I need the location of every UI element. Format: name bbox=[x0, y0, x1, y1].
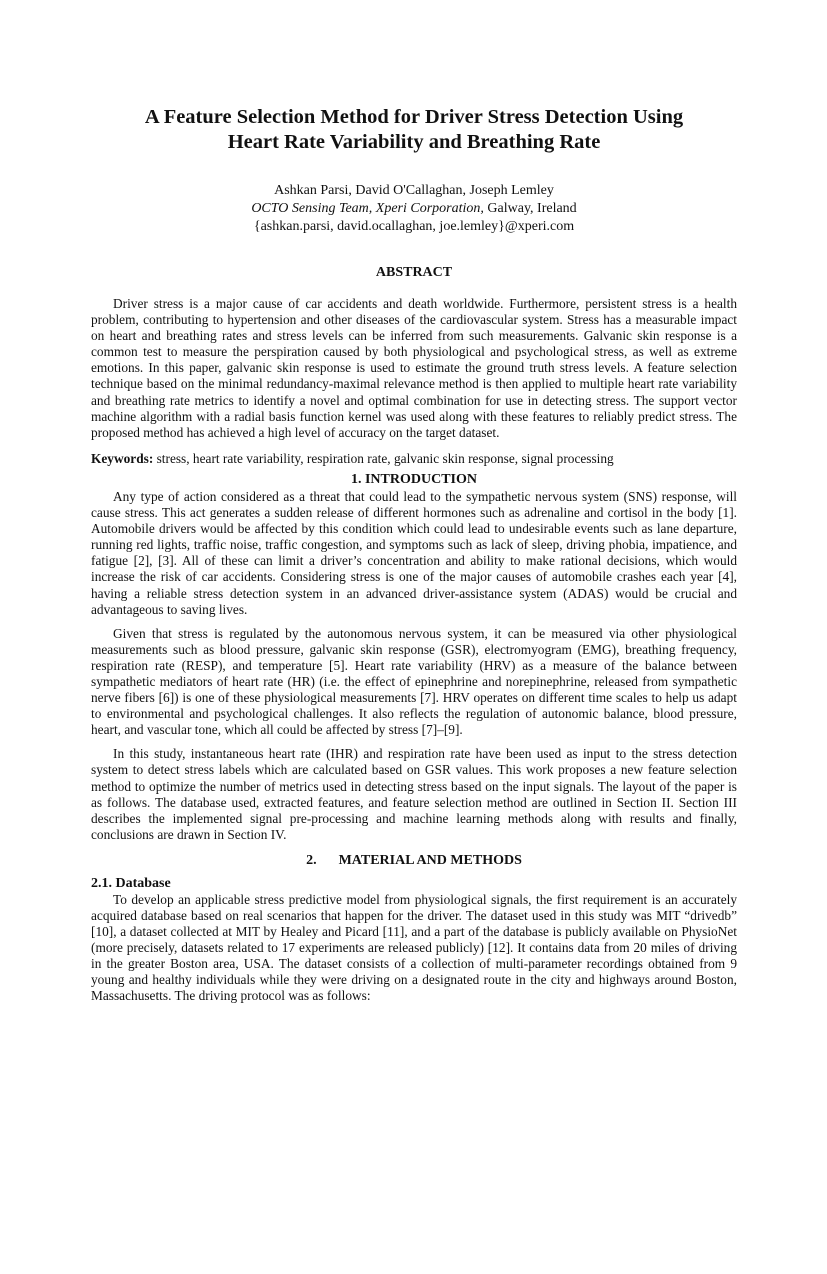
methods-title: MATERIAL AND METHODS bbox=[338, 852, 522, 868]
introduction-heading: 1. INTRODUCTION bbox=[350, 471, 477, 487]
paper-title bbox=[91, 105, 737, 155]
affiliation-team: OCTO Sensing Team, Xperi Corporation, bbox=[251, 201, 484, 216]
affiliation bbox=[91, 200, 737, 218]
author-names: Ashkan Parsi, David O'Callaghan, Joseph Lemley bbox=[274, 183, 554, 198]
author-block bbox=[91, 182, 737, 236]
methods-heading bbox=[91, 852, 737, 870]
title-line-1: A Feature Selection Method for Driver Stress Detection Using bbox=[144, 106, 684, 128]
abstract-text: Driver stress is a major cause of car accidents and death worldwide. Furthermore, persistent stress is a health problem, contributing to hypertension and other diseases of the cardiovascular system. Stress has a measurable impact on heart and breathing rates and stress levels can be inferred from such measurements. Galvanic skin response is a common test to measure the perspiration caused by both physiological and psychological stress, as well as extreme emotions. In this paper, galvanic skin response is used to estimate the ground truth stress levels. A feature selection technique based on the minimal redundancy-maximal relevance method is then applied to multiple heart rate variability and breathing rate metrics to identify a novel and optimal combination for use in detecting stress. The support vector machine algorithm with a radial basis function kernel was used along with these features to reliably predict stress. The proposed method has achieved a high level of accuracy on the target dataset. bbox=[91, 296, 737, 440]
keywords-text: stress, heart rate variability, respiration rate, galvanic skin response, signal processing bbox=[153, 450, 614, 466]
paper-page bbox=[0, 105, 827, 1274]
affiliation-place: Galway, Ireland bbox=[483, 201, 577, 216]
keywords bbox=[91, 451, 737, 467]
title-line-2: Heart Rate Variability and Breathing Rate bbox=[227, 131, 601, 153]
database-paragraph: To develop an applicable stress predictive model from physiological signals, the first requirement is an accurately acquired database based on real scenarios that happen for the driver. The dataset used in this study was MIT “drivedb” [10], a dataset collected at MIT by Healey and Picard [11], and a part of the database is publicly available on PhysioNet (more precisely, datasets related to 17 experiments are released publicly) [12]. It contains data from 20 miles of driving in the greater Boston area, USA. The dataset consists of a collection of multi-parameter recordings obtained from 9 young and healthy individuals while they were driving on a designated route in the city and highways around Boston, Massachusetts. The driving protocol was as follows: bbox=[91, 891, 737, 1004]
keywords-label: Keywords: bbox=[91, 450, 154, 466]
intro-paragraph-1: Any type of action considered as a threat that could lead to the sympathetic nervous system (SNS) response, will cause stress. This act generates a sudden release of different hormones such as adrenaline and cortisol in the body [1]. Automobile drivers would be affected by this condition which could lead to undesirable events such as lane departure, running red lights, traffic noise, traffic congestion, and symptoms such as lack of sleep, driving phobia, impatience, and fatigue [2], [3]. All of these can limit a driver’s concentration and ability to make rational decisions, which would increase the risk of car accidents. Considering stress is one of the major causes of automobile crashes each year [4], having a reliable stress detection system in an advanced driver-assistance system (ADAS) would be crucial and advantageous to saving lives. bbox=[91, 488, 737, 617]
intro-paragraph-3: In this study, instantaneous heart rate (IHR) and respiration rate have been used as input to the stress detection system to detect stress labels which are calculated based on GSR values. This work proposes a new feature selection method to optimize the number of metrics used in detecting stress based on the input signals. The layout of the paper is as follows. The database used, extracted features, and feature selection method are outlined in Section II. Section III describes the implemented signal pre-processing and machine learning methods along with results and finally, conclusions are drawn in Section IV. bbox=[91, 746, 737, 842]
intro-paragraph-2: Given that stress is regulated by the autonomous nervous system, it can be measured via other physiological measurements such as blood pressure, galvanic skin response (GSR), electromyogram (EMG), breathing frequency, respiration rate (RESP), and temperature [5]. Heart rate variability (HRV) as a measure of the balance between sympathetic mediators of heart rate (HR) (i.e. the effect of epinephrine and norepinephrine, released from sympathetic nerve fibers [6]) is one of these physiological measurements [7]. HRV operates on different time scales to help us adapt to environmental and psychological challenges. It also reflects the regulation of autonomic balance, blood pressure, heart, and vascular tone, which all could be affected by stress [7]–[9]. bbox=[91, 625, 737, 738]
methods-number: 2. bbox=[306, 852, 317, 868]
database-subheading: 2.1. Database bbox=[91, 875, 171, 891]
abstract-heading: ABSTRACT bbox=[375, 265, 453, 280]
author-emails: {ashkan.parsi, david.ocallaghan, joe.lemley}@xperi.com bbox=[253, 219, 575, 234]
